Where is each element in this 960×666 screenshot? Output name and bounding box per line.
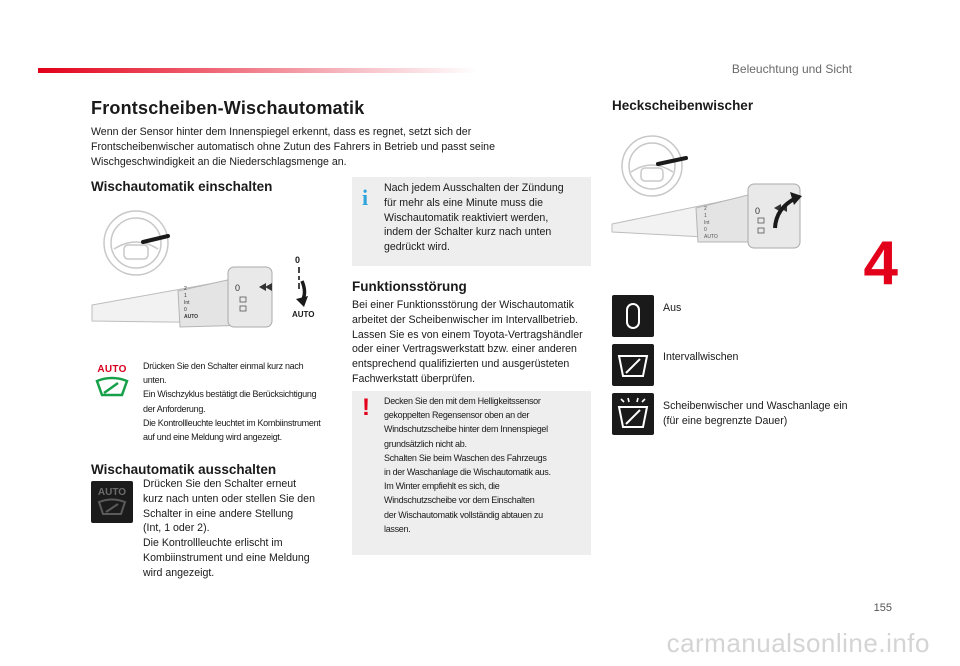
windshield-wiper-off-icon xyxy=(91,498,133,518)
enable-description: Drücken Sie den Schalter einmal kurz nach unten. Ein Wischzyklus bestätigt die Berücksichtigung der Anforderung. Die Kontrollleuchte leuchtet im Kombiinstrument auf und eine Meldung wird angezeigt. xyxy=(143,361,321,443)
auto-off-indicator xyxy=(91,481,133,523)
rear-wiper-lever-illustration xyxy=(608,128,838,258)
steering-wheel-icon xyxy=(104,211,168,275)
wiper-off-label: Aus xyxy=(663,302,682,314)
windshield-wiper-icon xyxy=(92,375,132,399)
auto-label: AUTO xyxy=(292,310,315,319)
warning-text: Decken Sie den mit dem Helligkeitssensor gekoppelten Regensensor oben an der Windschutzscheibe hinter dem Innenspiegel grundsätzlich nicht ab. Schalten Sie beim Waschen des Fahrzeugs in der Waschanlage die Wischautomatik aus. Im Winter empfiehlt es sich, die Windschutzscheibe vor dem Einschalten der Wischautomatik vollständig abtauen zu lassen. xyxy=(384,396,551,534)
section-title: Beleuchtung und Sicht xyxy=(731,62,852,76)
pointer-line xyxy=(143,236,168,242)
warning-box xyxy=(352,391,591,555)
watermark: carmanualsonline.info xyxy=(666,628,930,658)
wiper-interval-label: Intervallwischen xyxy=(663,351,739,363)
header-accent-bar xyxy=(38,68,478,73)
warning-icon: ! xyxy=(362,394,370,421)
info-box xyxy=(352,177,591,266)
lever-position-label: 0 xyxy=(184,307,187,313)
page-title: Frontscheiben-Wischautomatik xyxy=(91,98,365,118)
info-icon: i xyxy=(362,185,369,210)
svg-text:0: 0 xyxy=(704,227,707,233)
wiper-wash-icon xyxy=(612,393,654,435)
steering-wheel-icon xyxy=(622,136,682,196)
lever-position-label: 1 xyxy=(184,293,187,299)
down-arrow-icon xyxy=(296,296,308,307)
lever-position-label: AUTO xyxy=(184,314,199,320)
page-number: 155 xyxy=(873,602,892,614)
auto-wiper-indicator xyxy=(92,364,132,404)
auto-off-label: AUTO xyxy=(97,487,127,498)
wiper-interval-icon xyxy=(612,344,654,386)
zero-marker: 0 xyxy=(295,255,301,265)
auto-indicator-label: AUTO xyxy=(97,364,127,375)
svg-text:Int: Int xyxy=(704,220,710,226)
svg-text:2: 2 xyxy=(704,206,707,212)
lever-zero-label: 0 xyxy=(235,283,241,293)
wiper-lever-illustration xyxy=(88,205,338,335)
malfunction-description: Bei einer Funktionsstörung der Wischautomatik arbeitet der Scheibenwischer im Intervallbetrieb. Lassen Sie es von einem Toyota-Vertragshändler oder einer Vertragswerkstatt bzw. einer anderen entsprechend qualifizierten und ausgerüsteten Fachwerkstatt überprüfen. xyxy=(352,299,583,385)
disable-heading: Wischautomatik ausschalten xyxy=(91,462,277,477)
wiper-off-icon xyxy=(612,295,654,337)
lever-position-label: 2 xyxy=(184,286,187,292)
disable-description: Drücken Sie den Schalter erneut kurz nach unten oder stellen Sie den Schalter in eine andere Stellung (Int, 1 oder 2). Die Kontrollleuchte erlischt im Kombiinstrument und eine Meldung wird angezeigt. xyxy=(143,478,315,579)
intro-paragraph: Wenn der Sensor hinter dem Innenspiegel erkennt, dass es regnet, setzt sich der Frontscheibenwischer automatisch ohne Zutun des Fahrers in Betrieb und passt seine Wischgeschwindigkeit an die Niederschlagsmenge an. xyxy=(91,126,495,168)
lever-position-label: Int xyxy=(184,300,190,306)
info-text: Nach jedem Ausschalten der Zündung für mehr als eine Minute muss die Wischautomatik reaktiviert werden, indem der Schalter kurz nach unten gedrückt wird. xyxy=(384,182,564,254)
chapter-number: 4 xyxy=(863,229,898,298)
svg-text:AUTO: AUTO xyxy=(704,234,718,240)
rear-heading: Heckscheibenwischer xyxy=(612,98,754,113)
enable-heading: Wischautomatik einschalten xyxy=(91,179,273,194)
rear-lever-zero-label: 0 xyxy=(755,206,761,216)
svg-text:1: 1 xyxy=(704,213,707,219)
wiper-wash-label: Scheibenwischer und Waschanlage ein (für eine begrenzte Dauer) xyxy=(663,400,848,427)
malfunction-heading: Funktionsstörung xyxy=(352,279,467,294)
